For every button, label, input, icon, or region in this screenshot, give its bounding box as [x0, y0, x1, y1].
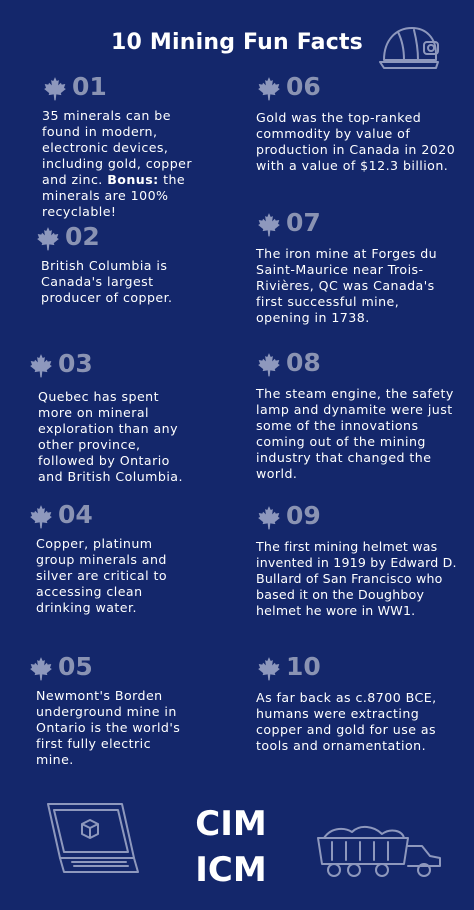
fact-07: [256, 210, 456, 326]
fact-08: [256, 350, 461, 482]
maple-leaf-icon: [256, 656, 282, 682]
fact-03: [28, 351, 193, 485]
fact-number: 04: [58, 500, 93, 529]
fact-number: 06: [286, 72, 321, 101]
fact-text: Copper, platinum group minerals and silver are critical to accessing clean drinking water.: [36, 536, 168, 615]
logo-line1: CIM: [195, 804, 267, 844]
maple-leaf-icon: [256, 76, 282, 102]
fact-05: [28, 654, 186, 768]
maple-leaf-icon: [28, 504, 54, 530]
fact-number: 07: [286, 208, 321, 237]
fact-number: 10: [286, 652, 321, 681]
fact-01: [42, 74, 202, 220]
fact-text: Gold was the top-ranked commodity by value of production in Canada in 2020 with a value of $12.3 billion.: [256, 110, 456, 173]
mining-helmet-icon: [378, 20, 442, 76]
mine-cart-truck-icon: [312, 820, 444, 880]
fact-text: As far back as c.8700 BCE, humans were extracting copper and gold for use as tools and ornamentation.: [256, 690, 437, 753]
fact-number: 02: [65, 222, 100, 251]
fact-04: [28, 502, 168, 616]
maple-leaf-icon: [28, 656, 54, 682]
maple-leaf-icon: [256, 352, 282, 378]
laptop-icon: [42, 800, 142, 880]
fact-text: The steam engine, the safety lamp and dynamite were just some of the innovations coming out of the mining industry that changed the world.: [256, 386, 454, 481]
fact-text: Quebec has spent more on mineral exploration than any other province, followed by Ontario and British Columbia.: [38, 389, 183, 484]
fact-number: 03: [58, 349, 93, 378]
logo-line2: ICM: [195, 850, 267, 887]
maple-leaf-icon: [256, 212, 282, 238]
fact-text: British Columbia is Canada's largest producer of copper.: [41, 258, 173, 305]
fact-number: 05: [58, 652, 93, 681]
fact-text: Newmont's Borden underground mine in Ontario is the world's first fully electric mine.: [36, 688, 181, 767]
maple-leaf-icon: [28, 353, 54, 379]
fact-02: [35, 224, 175, 306]
fact-number: 01: [72, 72, 107, 101]
bonus-label: Bonus:: [107, 172, 159, 187]
maple-leaf-icon: [42, 76, 68, 102]
page-title: 10 Mining Fun Facts: [111, 30, 363, 55]
maple-leaf-icon: [256, 505, 282, 531]
fact-text: The iron mine at Forges du Saint-Maurice near Trois-Rivières, QC was Canada's first successful mine, opening in 1738.: [256, 246, 438, 325]
fact-10: [256, 654, 446, 754]
cim-icm-logo: [190, 795, 272, 887]
fact-text: 35 minerals can be found in modern, electronic devices, including gold, copper and zinc. Bonus: the minerals are 100% recyclable!: [42, 108, 192, 219]
fact-number: 09: [286, 501, 321, 530]
maple-leaf-icon: [35, 226, 61, 252]
fact-number: 08: [286, 348, 321, 377]
fact-09: [256, 503, 461, 619]
fact-text: The first mining helmet was invented in 1919 by Edward D. Bullard of San Francisco who based it on the Doughboy helmet he wore in WW1.: [256, 539, 457, 618]
fact-06: [256, 74, 456, 174]
